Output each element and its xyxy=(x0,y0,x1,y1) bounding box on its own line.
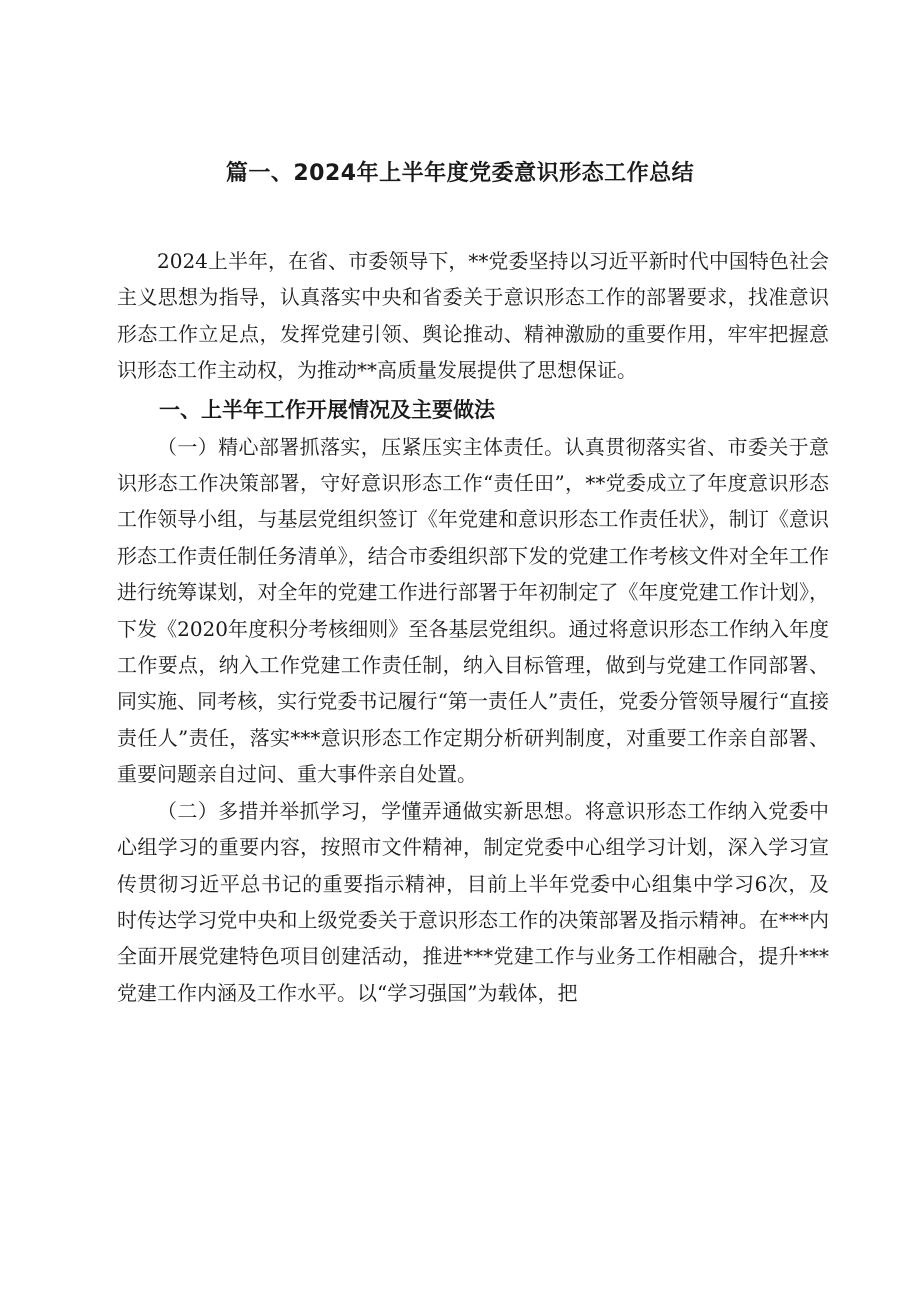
paragraph-section-1-1: （一）精心部署抓落实，压紧压实主体责任。认真贯彻落实省、市委关于意识形态工作决策部署，守好意识形态工作“责任田”，**党委成立了年度意识形态工作领导小组，与基层党组织签订《年党建和意识形态工作责任状》，制订《意识形态工作责任制任务清单》，结合市委组织部下发的党建工作考核文件对全年工作进行统筹谋划，对全年的党建工作进行部署于年初制定了《年度党建工作计划》，下发《2020年度积分考核细则》至各基层党组织。通过将意识形态工作纳入年度工作要点，纳入工作党建工作责任制，纳入目标管理，做到与党建工作同部署、同实施、同考核，实行党委书记履行“第一责任人”责任，党委分管领导履行“直接责任人”责任，落实***意识形态工作定期分析研判制度，对重要工作亲自部署、重要问题亲自过问、重大事件亲自处置。 xyxy=(117,434,829,787)
document-title: 篇一、2024年上半年度党委意识形态工作总结 xyxy=(225,161,695,186)
section-heading-1: 一、上半年工作开展情况及主要做法 xyxy=(159,397,495,422)
paragraph-section-1-2: （二）多措并举抓学习，学懂弄通做实新思想。将意识形态工作纳入党委中心组学习的重要内容，按照市文件精神，制定党委中心组学习计划，深入学习宣传贯彻习近平总书记的重要指示精神，目前上半年党委中心组集中学习6次，及时传达学习党中央和上级党委关于意识形态工作的决策部署及指示精神。在***内全面开展党建特色项目创建活动，推进***党建工作与业务工作相融合，提升***党建工作内涵及工作水平。以“学习强国”为载体，把 xyxy=(117,798,829,1005)
document-body xyxy=(117,243,829,1011)
paragraph-intro: 2024上半年，在省、市委领导下，**党委坚持以习近平新时代中国特色社会主义思想为指导，认真落实中央和省委关于意识形态工作的部署要求，找准意识形态工作立足点，发挥党建引领、舆论推动、精神激励的重要作用，牢牢把握意识形态工作主动权，为推动**高质量发展提供了思想保证。 xyxy=(117,249,829,383)
